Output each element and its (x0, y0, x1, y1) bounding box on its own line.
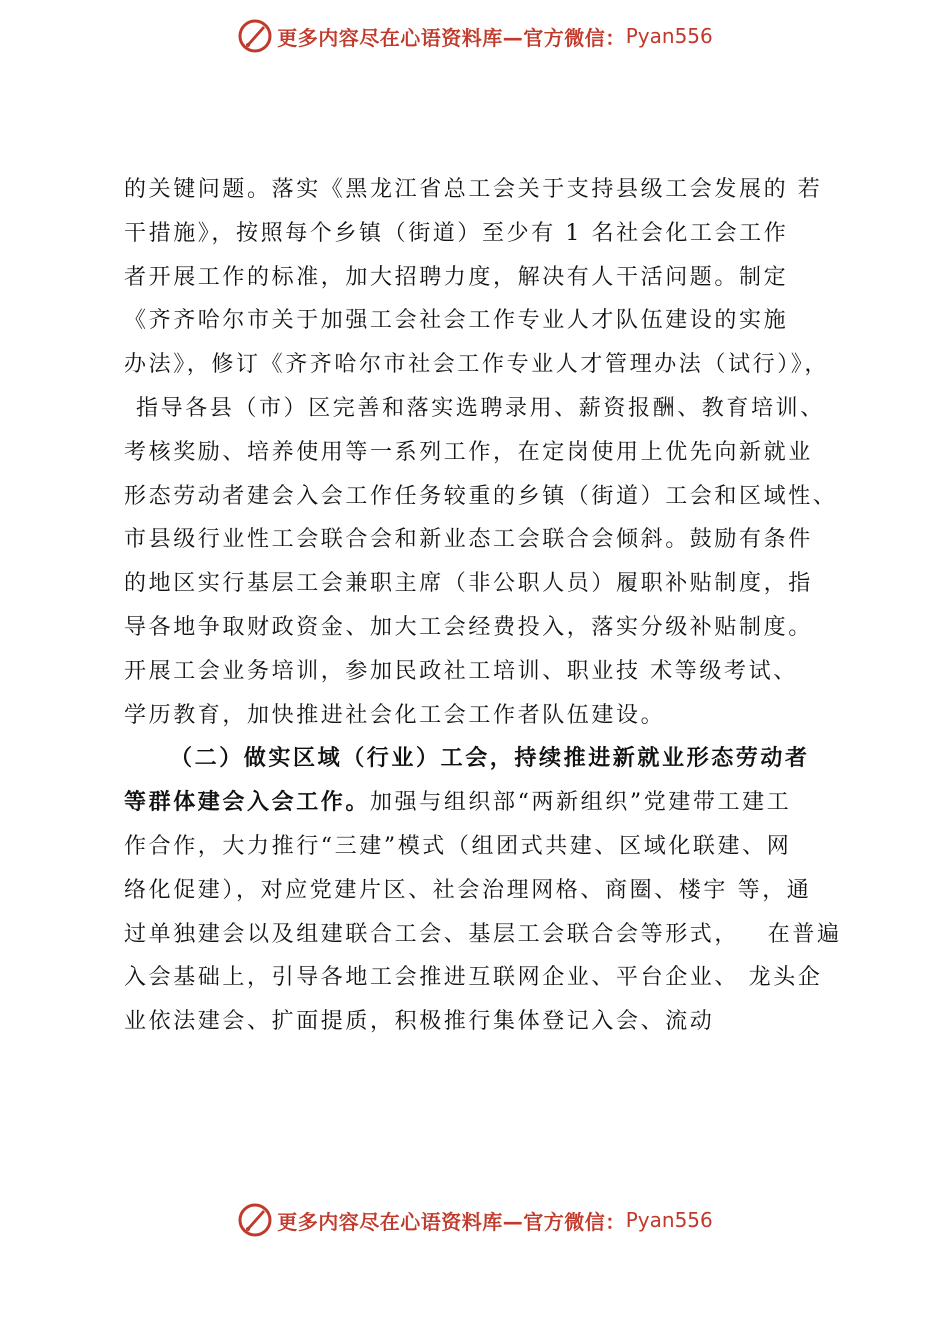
body-line: 作合作，大力推行“三建”模式（组团式共建、区域化联建、网 (124, 833, 792, 859)
document-body (124, 168, 864, 1044)
body-line: 指导各县（市）区完善和落实选聘录用、薪资报酬、教育培训、 (136, 395, 825, 421)
footer-account: Pyan556 (625, 1208, 713, 1232)
body-line: 办法》，修订《齐齐哈尔市社会工作专业人才管理办法（试行）》， (124, 352, 830, 378)
body-line: 干措施》，按照每个乡镇（街道）至少有 1 名社会化工会工作 (124, 220, 789, 246)
header-site-text: 更多内容尽在心语资料库—官方微信： (277, 25, 626, 50)
body-line: 络化促建），对应党建片区、社会治理网格、商圈、楼宇 等，通 (124, 877, 812, 903)
pen-seal-logo-icon (237, 1202, 273, 1238)
body-line: 者开展工作的标准，加大招聘力度，解决有人干活问题。制定 (124, 264, 789, 290)
body-line: 入会基础上，引导各地工会推进互联网企业、平台企业、 龙头企 (124, 965, 823, 991)
section-heading-end: 等群体建会入会工作。 (124, 789, 371, 816)
body-line: 《齐齐哈尔市关于加强工会社会工作专业人才队伍建设的实施 (124, 308, 789, 334)
body-line: 考核奖励、培养使用等一系列工作，在定岗使用上优先向新就业 (124, 439, 813, 465)
footer-site-text: 更多内容尽在心语资料库—官方微信： (277, 1209, 626, 1234)
section-heading: （二）做实区域（行业）工会，持续推进新就业形态劳动者 (170, 745, 810, 772)
paragraph-start: 加强与组织部“两新组织”党建带工建工 (370, 790, 792, 816)
section-heading-continuation (124, 781, 864, 825)
pen-seal-logo-icon (237, 18, 273, 54)
body-line: 形态劳动者建会入会工作任务较重的乡镇（街道）工会和区域性、 (124, 483, 838, 509)
body-line: 导各地争取财政资金、加大工会经费投入，落实分级补贴制度。 (124, 614, 813, 640)
header-account: Pyan556 (625, 24, 713, 48)
body-line: 学历教育，加快推进社会化工会工作者队伍建设。 (124, 702, 666, 728)
body-line: 市县级行业性工会联合会和新业态工会联合会倾斜。鼓励有条件 (124, 527, 813, 553)
header-watermark (0, 16, 950, 56)
body-line: 过单独建会以及组建联合工会、基层工会联合会等形式， 在普遍 (124, 921, 842, 947)
body-line: 开展工会业务培训，参加民政社工培训、职业技 术等级考试、 (124, 658, 798, 684)
body-line: 的地区实行基层工会兼职主席（非公职人员）履职补贴制度，指 (124, 571, 813, 597)
body-line: 的关键问题。落实《黑龙江省总工会关于支持县级工会发展的 若 (124, 177, 823, 202)
footer-watermark (0, 1200, 950, 1240)
body-line: 业依法建会、扩面提质，积极推行集体登记入会、流动 (124, 1009, 715, 1035)
